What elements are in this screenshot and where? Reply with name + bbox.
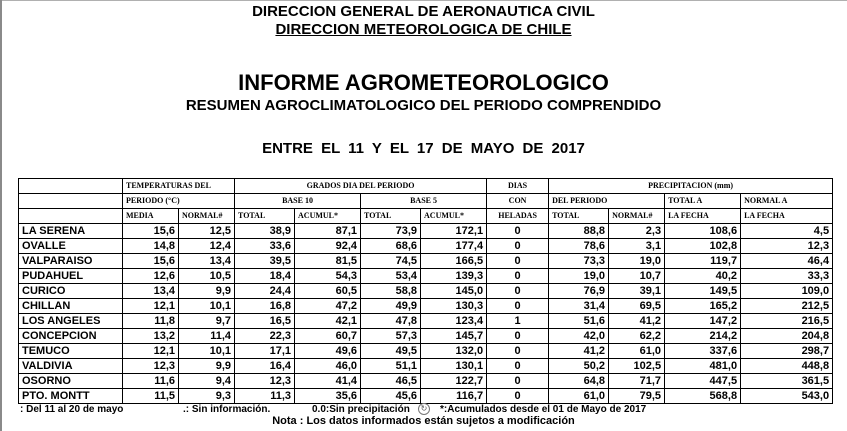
cell-gd5-acumul: 130,1 [421, 359, 487, 374]
cell-temp-media: 12,6 [123, 269, 179, 284]
cell-frost-days: 0 [487, 224, 549, 239]
cell-precip-total: 73,3 [549, 254, 609, 269]
cell-total-to-date: 165,2 [665, 299, 741, 314]
cell-temp-media: 11,8 [123, 314, 179, 329]
cell-normal-to-date: 361,5 [741, 374, 833, 389]
cell-total-to-date: 102,8 [665, 239, 741, 254]
cell-gd10-total: 33,6 [235, 239, 295, 254]
cell-precip-total: 19,0 [549, 269, 609, 284]
cell-gd10-acumul: 87,1 [295, 224, 361, 239]
cell-gd5-acumul: 166,5 [421, 254, 487, 269]
cell-temp-normal: 9,9 [179, 284, 235, 299]
cell-normal-to-date: 212,5 [741, 299, 833, 314]
table-body [19, 224, 833, 404]
cell-temp-media: 12,1 [123, 344, 179, 359]
cell-frost-days: 0 [487, 359, 549, 374]
header-precip-period: DEL PERIODO [549, 194, 665, 209]
header-acumul-base10: ACUMUL* [295, 209, 361, 224]
cell-gd10-total: 12,3 [235, 374, 295, 389]
table-row [19, 314, 833, 329]
cell-gd10-total: 38,9 [235, 224, 295, 239]
header-normal: NORMAL# [179, 209, 235, 224]
cell-temp-normal: 12,4 [179, 239, 235, 254]
refresh-icon[interactable]: ↻ [418, 403, 430, 415]
table-row [19, 329, 833, 344]
left-rule [0, 0, 2, 431]
cell-gd5-total: 58,8 [361, 284, 421, 299]
cell-station: CONCEPCION [19, 329, 123, 344]
cell-gd10-acumul: 54,3 [295, 269, 361, 284]
cell-precip-normal: 3,1 [609, 239, 665, 254]
cell-normal-to-date: 448,8 [741, 359, 833, 374]
cell-frost-days: 0 [487, 389, 549, 404]
header-blank [19, 209, 123, 224]
header-total-to-date-2: LA FECHA [665, 209, 741, 224]
cell-station: OVALLE [19, 239, 123, 254]
cell-gd10-acumul: 60,5 [295, 284, 361, 299]
cell-gd5-acumul: 139,3 [421, 269, 487, 284]
cell-precip-normal: 62,2 [609, 329, 665, 344]
cell-temp-normal: 13,4 [179, 254, 235, 269]
cell-station: PUDAHUEL [19, 269, 123, 284]
cell-gd5-total: 53,4 [361, 269, 421, 284]
period-line: ENTRE EL 11 Y EL 17 DE MAYO DE 2017 [262, 140, 585, 157]
cell-precip-normal: 61,0 [609, 344, 665, 359]
cell-normal-to-date: 109,0 [741, 284, 833, 299]
cell-temp-media: 12,1 [123, 299, 179, 314]
table-row [19, 269, 833, 284]
top-rule [0, 0, 847, 1]
cell-station: VALPARAISO [19, 254, 123, 269]
cell-station: CHILLAN [19, 299, 123, 314]
cell-precip-total: 76,9 [549, 284, 609, 299]
cell-station: LA SERENA [19, 224, 123, 239]
cell-gd5-total: 47,8 [361, 314, 421, 329]
cell-gd10-total: 24,4 [235, 284, 295, 299]
cell-total-to-date: 447,5 [665, 374, 741, 389]
cell-gd5-acumul: 132,0 [421, 344, 487, 359]
cell-total-to-date: 147,2 [665, 314, 741, 329]
table-row [19, 284, 833, 299]
header-row-2 [19, 194, 833, 209]
cell-frost-days: 0 [487, 239, 549, 254]
cell-gd10-total: 18,4 [235, 269, 295, 284]
cell-total-to-date: 214,2 [665, 329, 741, 344]
cell-total-to-date: 481,0 [665, 359, 741, 374]
cell-precip-total: 50,2 [549, 359, 609, 374]
cell-gd10-acumul: 46,0 [295, 359, 361, 374]
cell-gd10-acumul: 47,2 [295, 299, 361, 314]
cell-total-to-date: 149,5 [665, 284, 741, 299]
cell-temp-normal: 11,4 [179, 329, 235, 344]
cell-temp-normal: 9,7 [179, 314, 235, 329]
cell-gd5-acumul: 177,4 [421, 239, 487, 254]
cell-temp-media: 14,8 [123, 239, 179, 254]
footnote-no-info: .: Sin información. [183, 404, 271, 415]
cell-precip-normal: 41,2 [609, 314, 665, 329]
cell-total-to-date: 119,7 [665, 254, 741, 269]
cell-gd5-acumul: 122,7 [421, 374, 487, 389]
cell-temp-media: 12,3 [123, 359, 179, 374]
header-frost-2: CON [487, 194, 549, 209]
cell-frost-days: 0 [487, 374, 549, 389]
header-total-base10: TOTAL [235, 209, 295, 224]
cell-frost-days: 0 [487, 284, 549, 299]
cell-temp-media: 11,6 [123, 374, 179, 389]
cell-temp-media: 15,6 [123, 224, 179, 239]
cell-station: TEMUCO [19, 344, 123, 359]
header-base10: BASE 10 [235, 194, 361, 209]
agro-table [18, 178, 833, 404]
cell-normal-to-date: 33,3 [741, 269, 833, 284]
header-base5: BASE 5 [361, 194, 487, 209]
header-total-to-date-1: TOTAL A [665, 194, 741, 209]
cell-station: OSORNO [19, 374, 123, 389]
header-normal-to-date-1: NORMAL A [741, 194, 833, 209]
cell-gd5-acumul: 145,7 [421, 329, 487, 344]
cell-frost-days: 0 [487, 299, 549, 314]
cell-gd5-total: 49,9 [361, 299, 421, 314]
cell-temp-media: 11,5 [123, 389, 179, 404]
header-blank [19, 179, 123, 194]
cell-temp-normal: 12,5 [179, 224, 235, 239]
header-normal-to-date-2: LA FECHA [741, 209, 833, 224]
cell-normal-to-date: 543,0 [741, 389, 833, 404]
cell-gd5-total: 46,5 [361, 374, 421, 389]
cell-temp-normal: 9,9 [179, 359, 235, 374]
table-row [19, 389, 833, 404]
cell-gd10-total: 16,5 [235, 314, 295, 329]
cell-precip-normal: 19,0 [609, 254, 665, 269]
cell-precip-normal: 79,5 [609, 389, 665, 404]
cell-precip-normal: 39,1 [609, 284, 665, 299]
cell-station: PTO. MONTT [19, 389, 123, 404]
cell-gd5-total: 68,6 [361, 239, 421, 254]
cell-station: VALDIVIA [19, 359, 123, 374]
header-precip-total: TOTAL [549, 209, 609, 224]
cell-gd5-total: 57,3 [361, 329, 421, 344]
header-acumul-base5: ACUMUL* [421, 209, 487, 224]
header-frost-3: HELADAS [487, 209, 549, 224]
header-precipitation: PRECIPITACION (mm) [549, 179, 833, 194]
header-frost-1: DIAS [487, 179, 549, 194]
cell-precip-total: 31,4 [549, 299, 609, 314]
report-subtitle: RESUMEN AGROCLIMATOLOGICO DEL PERIODO COMPRENDIDO [185, 97, 662, 114]
cell-gd10-total: 22,3 [235, 329, 295, 344]
table-row [19, 344, 833, 359]
cell-precip-normal: 69,5 [609, 299, 665, 314]
cell-gd5-acumul: 145,0 [421, 284, 487, 299]
cell-temp-media: 13,4 [123, 284, 179, 299]
table-row [19, 359, 833, 374]
cell-frost-days: 0 [487, 269, 549, 284]
cell-gd10-acumul: 49,6 [295, 344, 361, 359]
cell-precip-normal: 102,5 [609, 359, 665, 374]
cell-total-to-date: 108,6 [665, 224, 741, 239]
cell-gd10-acumul: 42,1 [295, 314, 361, 329]
cell-temp-media: 13,2 [123, 329, 179, 344]
table-row [19, 224, 833, 239]
cell-temp-normal: 9,3 [179, 389, 235, 404]
cell-precip-total: 51,6 [549, 314, 609, 329]
footnote-no-precip: 0.0:Sin precipitación [312, 404, 410, 415]
cell-gd5-total: 73,9 [361, 224, 421, 239]
cell-gd5-total: 74,5 [361, 254, 421, 269]
cell-temp-normal: 10,1 [179, 344, 235, 359]
header-total-base5: TOTAL [361, 209, 421, 224]
cell-normal-to-date: 216,5 [741, 314, 833, 329]
cell-frost-days: 0 [487, 344, 549, 359]
header-degree-days: GRADOS DIA DEL PERIODO [235, 179, 487, 194]
table-row [19, 254, 833, 269]
cell-gd10-acumul: 41,4 [295, 374, 361, 389]
cell-precip-normal: 10,7 [609, 269, 665, 284]
cell-temp-normal: 9,4 [179, 374, 235, 389]
cell-frost-days: 0 [487, 329, 549, 344]
cell-gd5-total: 45,6 [361, 389, 421, 404]
cell-gd10-acumul: 81,5 [295, 254, 361, 269]
cell-temp-normal: 10,1 [179, 299, 235, 314]
table-row [19, 374, 833, 389]
header-row-1 [19, 179, 833, 194]
cell-gd5-acumul: 116,7 [421, 389, 487, 404]
cell-gd10-acumul: 60,7 [295, 329, 361, 344]
cell-gd5-acumul: 172,1 [421, 224, 487, 239]
cell-total-to-date: 40,2 [665, 269, 741, 284]
cell-normal-to-date: 204,8 [741, 329, 833, 344]
header-temperatures-sub: PERIODO (°C) [123, 194, 235, 209]
cell-precip-total: 78,6 [549, 239, 609, 254]
agency-line-2: DIRECCION METEOROLOGICA DE CHILE [275, 21, 572, 38]
cell-gd10-total: 11,3 [235, 389, 295, 404]
cell-gd10-total: 16,4 [235, 359, 295, 374]
cell-total-to-date: 568,8 [665, 389, 741, 404]
cell-precip-total: 42,0 [549, 329, 609, 344]
cell-gd5-total: 49,5 [361, 344, 421, 359]
cell-precip-total: 88,8 [549, 224, 609, 239]
cell-precip-normal: 71,7 [609, 374, 665, 389]
header-row-3 [19, 209, 833, 224]
cell-gd10-acumul: 92,4 [295, 239, 361, 254]
cell-gd5-acumul: 130,3 [421, 299, 487, 314]
header-blank [19, 194, 123, 209]
cell-gd5-acumul: 123,4 [421, 314, 487, 329]
cell-temp-media: 15,6 [123, 254, 179, 269]
cell-station: LOS ANGELES [19, 314, 123, 329]
report-title: INFORME AGROMETEOROLOGICO [238, 70, 609, 95]
cell-normal-to-date: 46,4 [741, 254, 833, 269]
header-precip-normal: NORMAL# [609, 209, 665, 224]
agency-line-1: DIRECCION GENERAL DE AERONAUTICA CIVIL [252, 3, 595, 20]
cell-gd10-total: 17,1 [235, 344, 295, 359]
cell-precip-total: 41,2 [549, 344, 609, 359]
cell-total-to-date: 337,6 [665, 344, 741, 359]
header-media: MEDIA [123, 209, 179, 224]
cell-gd10-total: 16,8 [235, 299, 295, 314]
cell-gd10-acumul: 35,6 [295, 389, 361, 404]
cell-gd5-total: 51,1 [361, 359, 421, 374]
note-line: Nota : Los datos informados están sujetos a modificación [272, 415, 575, 427]
cell-precip-total: 64,8 [549, 374, 609, 389]
table-row [19, 299, 833, 314]
cell-normal-to-date: 12,3 [741, 239, 833, 254]
cell-station: CURICO [19, 284, 123, 299]
header-temperatures: TEMPERATURAS DEL [123, 179, 235, 194]
cell-precip-total: 61,0 [549, 389, 609, 404]
cell-frost-days: 1 [487, 314, 549, 329]
footnote-accumulated: *:Acumulados desde el 01 de Mayo de 2017 [440, 404, 647, 415]
cell-frost-days: 0 [487, 254, 549, 269]
cell-normal-to-date: 298,7 [741, 344, 833, 359]
cell-temp-normal: 10,5 [179, 269, 235, 284]
footnote-period: : Del 11 al 20 de mayo [20, 404, 124, 415]
table-row [19, 239, 833, 254]
cell-gd10-total: 39,5 [235, 254, 295, 269]
cell-precip-normal: 2,3 [609, 224, 665, 239]
cell-normal-to-date: 4,5 [741, 224, 833, 239]
